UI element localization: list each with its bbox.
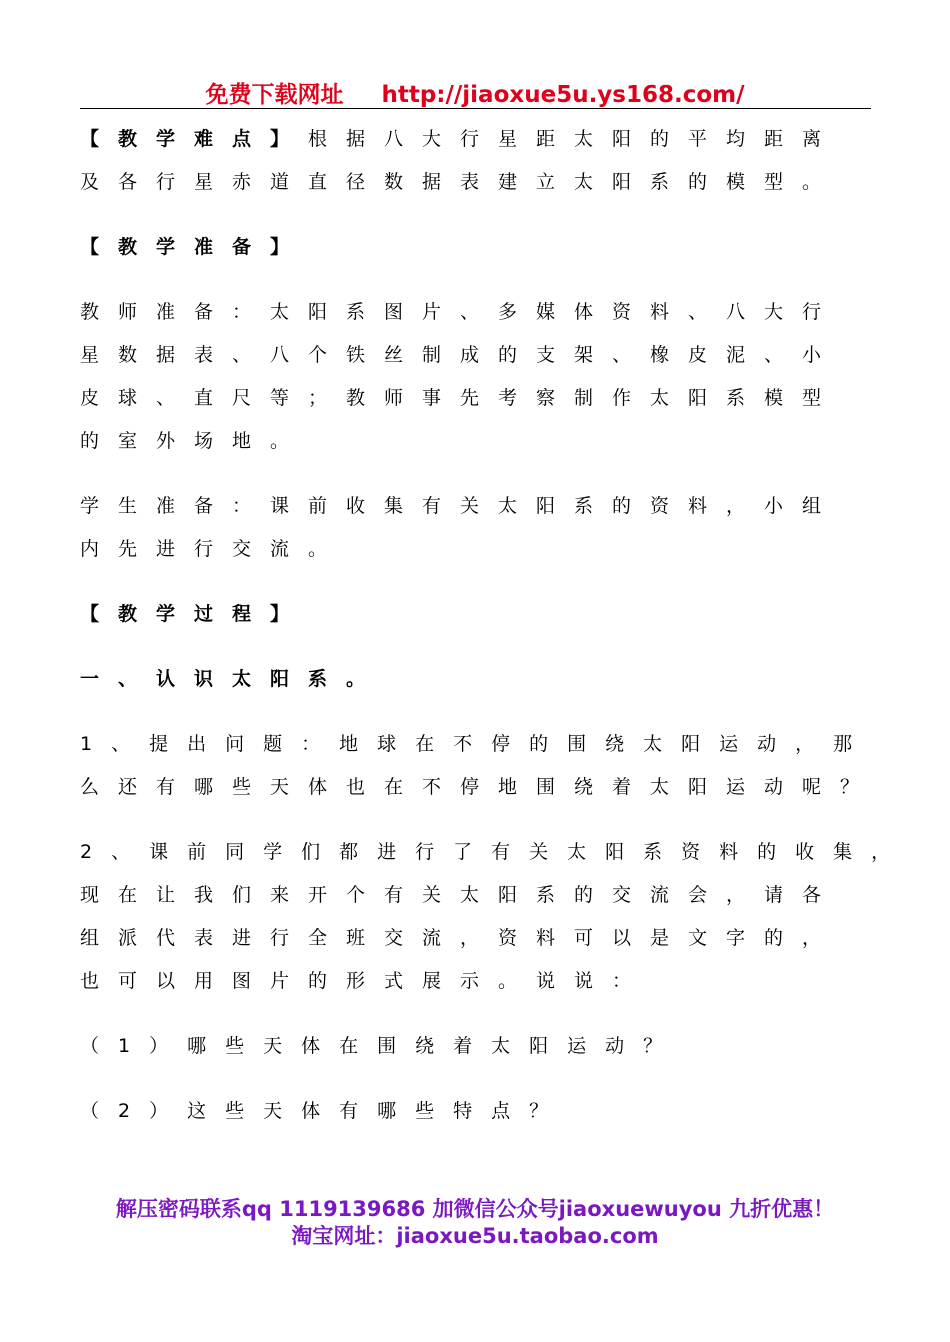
student-preparation [80,485,890,571]
question-1 [80,1025,890,1068]
step-2 [80,831,910,1003]
question-2 [80,1090,890,1133]
section-heading: 【教学难点】 [80,128,309,150]
section-teaching-process [80,593,890,636]
body-line: （1）哪些天体在围绕着太阳运动？ [80,1035,682,1057]
body-line: 学生准备：课前收集有关太阳系的资料，小组 [80,495,841,517]
footer-ad [0,1196,950,1250]
body-line: 及各行星赤道直径数据表建立太阳系的模型。 [80,171,841,193]
body-line: 皮球、直尺等；教师事先考察制作太阳系模型 [80,387,841,409]
footer-shop-link[interactable]: 淘宝网址：jiaoxue5u.taobao.com [291,1224,659,1248]
section-heading: 【教学过程】 [80,603,309,625]
step-1 [80,723,890,809]
body-line: 现在让我们来开个有关太阳系的交流会，请各 [80,884,841,906]
header-divider [80,108,871,109]
subsection-solar-system [80,658,890,701]
body-line: （2）这些天体有哪些特点？ [80,1100,568,1122]
download-url-link[interactable]: http://jiaoxue5u.ys168.com/ [381,82,745,108]
subsection-heading: 一、认识太阳系。 [80,668,385,690]
footer-contact-line: 解压密码联系qq 1119139686 加微信公众号jiaoxuewuyou 九折优惠！ [115,1197,835,1221]
line-text: 根据八大行星距太阳的平均距离 [308,128,841,150]
download-header [0,76,950,109]
body-line: 内先进行交流。 [80,538,347,560]
body-line: 2、课前同学们都进行了有关太阳系资料的收集， [80,841,910,863]
body-line: 的室外场地。 [80,430,309,452]
body-line: 1、提出问题：地球在不停的围绕太阳运动，那 [80,733,872,755]
body-line: 组派代表进行全班交流，资料可以是文字的， [80,927,841,949]
document-body [80,118,910,1155]
download-label: 免费下载网址 [205,82,344,108]
body-line: 教师准备：太阳系图片、多媒体资料、八大行 [80,301,841,323]
section-teaching-difficulty [80,118,890,204]
section-heading: 【教学准备】 [80,236,309,258]
section-teaching-preparation [80,226,890,269]
body-line: 么还有哪些天体也在不停地围绕着太阳运动呢？ [80,776,879,798]
body-line: 也可以用图片的形式展示。说说： [80,970,651,992]
teacher-preparation [80,291,890,463]
body-line [80,118,890,161]
body-line: 星数据表、八个铁丝制成的支架、橡皮泥、小 [80,344,841,366]
